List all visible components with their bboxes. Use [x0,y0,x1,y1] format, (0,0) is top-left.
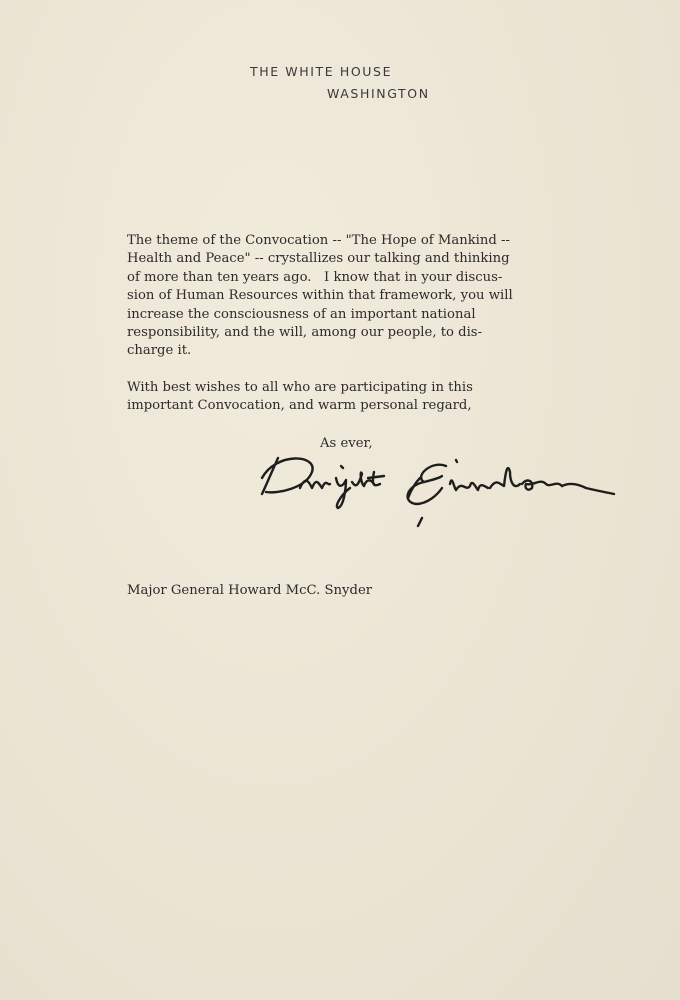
closing-salutation: As ever, [320,436,373,451]
paragraph-2 [127,379,627,416]
body-line: sion of Human Resources within that framework, you will [127,288,513,304]
body-line: charge it. [127,343,192,359]
recipient-name: Major General Howard McC. Snyder [127,583,373,598]
body-line: The theme of the Convocation -- "The Hope of Mankind -- [127,233,510,248]
body-line: responsibility, and the will, among our people, to dis- [127,325,483,341]
paragraph-1 [127,232,627,361]
letter-body [127,232,627,416]
body-line: of more than ten years ago. I know that in your discus- [127,269,503,285]
body-line: Health and Peace" -- crystallizes our talking and thinking [127,251,510,267]
body-line: increase the consciousness of an important national [127,306,476,322]
body-line: important Convocation, and warm personal regard, [127,398,472,414]
letterhead-line-2: WASHINGTON [327,86,430,101]
handwritten-signature [256,448,626,538]
body-line: With best wishes to all who are participating in this [127,379,473,395]
letterhead-line-1: THE WHITE HOUSE [250,64,393,79]
